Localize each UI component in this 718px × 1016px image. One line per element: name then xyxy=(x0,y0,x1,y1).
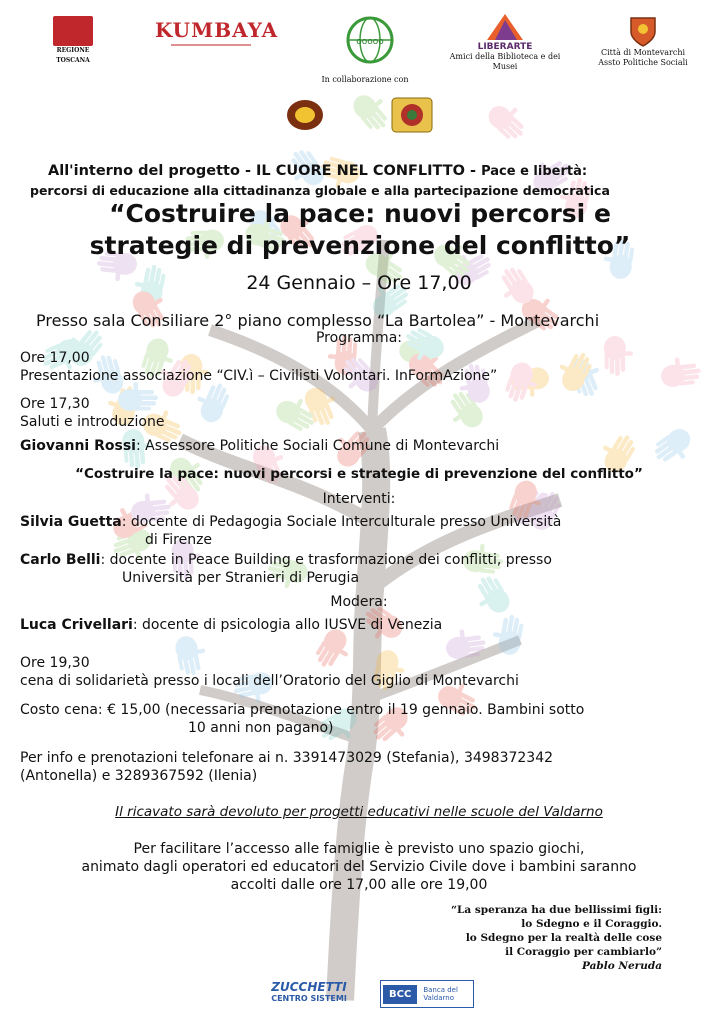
dinner-cost: Costo cena: € 15,00 (necessaria prenotazione entro il 19 gennaio. Bambini sotto xyxy=(20,702,585,718)
quote-author: Pablo Neruda xyxy=(582,960,662,972)
hand-print-icon xyxy=(118,382,158,411)
speaker-guetta-role-cont: di Firenze xyxy=(145,532,213,548)
program-item-3: cena di solidarietà presso i locali dell’Oratorio del Giglio di Montevarchi xyxy=(20,673,519,689)
speaker-rossi-name: Giovanni Rossi xyxy=(20,438,136,454)
partner-logo-1 xyxy=(285,98,325,132)
talk-title: “Costruire la pace: nuovi percorsi e strategie di prevenzione del conflitto” xyxy=(75,466,643,482)
program-heading: Programma: xyxy=(315,330,402,346)
speaker-belli-role: : docente in Peace Building e trasformazione dei conflitti, presso xyxy=(100,552,552,568)
quote-line-4: il Coraggio per cambiarlo” xyxy=(505,946,662,958)
program-item-1: Presentazione associazione “CIV.ì – Civilisti Volontari. InFormAzione” xyxy=(20,368,498,384)
speaker-rossi-role: : Assessore Politiche Sociali Comune di Montevarchi xyxy=(135,438,500,454)
speaker-guetta xyxy=(20,514,561,530)
dinner-cost-cont: 10 anni non pagano) xyxy=(188,720,334,736)
speaker-crivellari xyxy=(20,617,442,633)
kids-area-note xyxy=(0,840,718,894)
speaker-rossi xyxy=(20,438,499,454)
hand-print-icon xyxy=(649,425,698,472)
quote-line-1: “La speranza ha due bellissimi figli: xyxy=(451,904,662,916)
collaboration-label: In collaborazione con xyxy=(321,75,409,84)
contact-info-cont: (Antonella) e 3289367592 (Ilenia) xyxy=(20,768,258,784)
quote-line-2: lo Sdegno e il Coraggio. xyxy=(521,918,662,930)
contact-info: Per info e prenotazioni telefonare ai n. 3391473029 (Stefania), 3498372342 xyxy=(20,750,554,766)
project-line-1 xyxy=(48,163,587,179)
globe-logo xyxy=(340,14,400,66)
speaker-belli xyxy=(20,552,552,568)
neruda-quote xyxy=(451,903,662,973)
project-line-1a: All'interno del progetto - IL CUORE NEL CONFLITTO - xyxy=(48,163,482,179)
modera-label: Modera: xyxy=(330,594,388,610)
bcc-logo: BCC Banca del Valdarno xyxy=(380,980,474,1008)
speaker-guetta-role: : docente di Pedagogia Sociale Interculturale presso Università xyxy=(121,514,562,530)
regione-toscana-logo: REGIONE TOSCANA xyxy=(50,16,96,62)
speaker-guetta-name: Silvia Guetta xyxy=(20,514,122,530)
event-date: 24 Gennaio – Ore 17,00 xyxy=(246,272,472,294)
project-line-1b: Pace e libertà: xyxy=(481,164,588,179)
program-item-2: Saluti e introduzione xyxy=(20,414,165,430)
quote-line-3: lo Sdegno per la realtà delle cose xyxy=(465,932,662,944)
partner-logo-2 xyxy=(390,96,434,134)
speaker-belli-name: Carlo Belli xyxy=(20,552,101,568)
hand-print-icon xyxy=(484,96,533,144)
time-1: Ore 17,00 xyxy=(20,350,90,366)
svg-text:ooooo: ooooo xyxy=(356,37,384,47)
event-title-line-1: “Costruire la pace: nuovi percorsi e xyxy=(109,199,611,228)
hand-print-icon xyxy=(659,355,702,388)
event-venue: Presso sala Consiliare 2° piano complesso “La Bartolea” - Montevarchi xyxy=(36,311,600,330)
kids-line-3: accolti dalle ore 17,00 alle ore 19,00 xyxy=(230,877,488,893)
event-title xyxy=(40,198,680,262)
project-line-2: percorsi di educazione alla cittadinanza globale e alla partecipazione democratica xyxy=(30,183,610,198)
time-3: Ore 19,30 xyxy=(20,655,90,671)
montevarchi-logo: Città di Montevarchi Assto Politiche Sociali xyxy=(598,14,688,84)
liberarte-logo: LIBERARTE Amici della Biblioteca e dei Musei xyxy=(440,12,570,82)
kids-line-1: Per facilitare l’accesso alle famiglie è previsto uno spazio giochi, xyxy=(133,841,585,857)
event-title-line-2: strategie di prevenzione del conflitto” xyxy=(89,231,631,260)
kids-line-2: animato dagli operatori ed educatori del Servizio Civile dove i bambini saranno xyxy=(81,859,637,875)
hand-print-icon xyxy=(173,633,209,678)
kumbaya-logo: KUMBAYA xyxy=(155,18,267,56)
zucchetti-logo: ZUCCHETTI CENTRO SISTEMI xyxy=(271,980,347,1003)
speaker-belli-role-cont: Università per Stranieri di Perugia xyxy=(122,570,360,586)
interventi-label: Interventi: xyxy=(322,491,396,507)
speaker-crivellari-name: Luca Crivellari xyxy=(20,617,133,633)
proceeds-note: Il ricavato sarà devoluto per progetti educativi nelle scuole del Valdarno xyxy=(115,804,603,820)
time-2: Ore 17,30 xyxy=(20,396,90,412)
speaker-crivellari-role: : docente di psicologia allo IUSVE di Venezia xyxy=(132,617,443,633)
